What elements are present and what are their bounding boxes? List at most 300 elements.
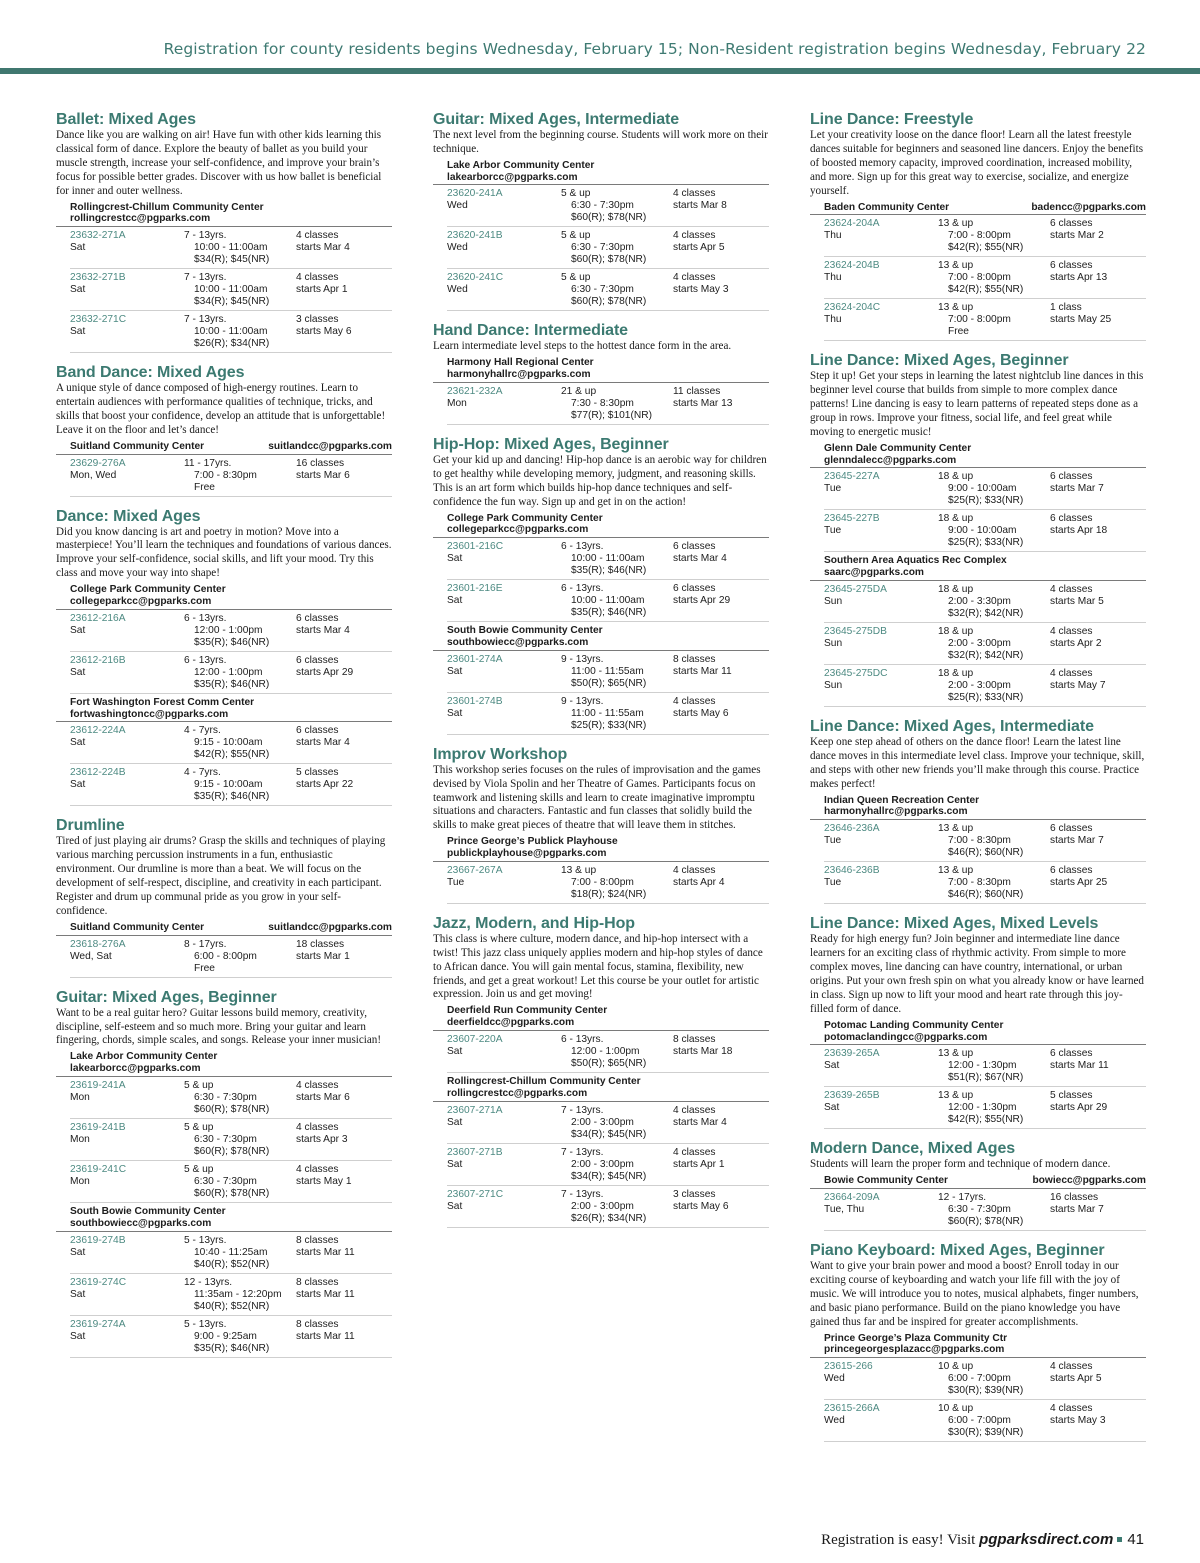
class-age: 13 & up <box>938 218 974 230</box>
course-title: Modern Dance, Mixed Ages <box>810 1140 1016 1158</box>
class-row <box>447 538 769 580</box>
location-email[interactable]: rollingcrestcc@pgparks.com <box>447 1087 588 1099</box>
class-count: 6 classes <box>1050 471 1093 483</box>
class-time: 6:30 - 7:30pm <box>571 200 634 212</box>
class-start-date: starts Apr 1 <box>296 284 348 296</box>
class-count: 6 classes <box>296 654 339 666</box>
class-time: 6:30 - 7:30pm <box>194 1091 257 1103</box>
class-fee: $60(R); $78(NR) <box>194 1103 270 1115</box>
class-days: Wed <box>824 1415 845 1427</box>
location-email[interactable]: deerfieldcc@pgparks.com <box>447 1017 575 1029</box>
class-days: Sat <box>70 1246 86 1258</box>
class-age: 6 - 13yrs. <box>561 583 604 595</box>
class-age: 5 - 13yrs. <box>184 1318 227 1330</box>
class-time: 6:30 - 7:30pm <box>571 284 634 296</box>
class-time: 2:00 - 3:30pm <box>948 596 1011 608</box>
location-email[interactable]: suitlandcc@pgparks.com <box>268 440 392 452</box>
class-days: Sat <box>447 1116 463 1128</box>
page-header <box>0 0 1200 76</box>
class-age: 5 & up <box>561 272 591 284</box>
class-code[interactable]: 23619-274C <box>70 1276 127 1288</box>
class-code[interactable]: 23632-271B <box>70 272 126 284</box>
class-code[interactable]: 23639-265B <box>824 1090 880 1102</box>
class-start-date: starts Mar 11 <box>673 665 732 677</box>
location-email[interactable]: lakearborcc@pgparks.com <box>447 171 578 183</box>
class-fee: $60(R); $78(NR) <box>194 1145 270 1157</box>
class-count: 5 classes <box>1050 1090 1093 1102</box>
class-fee: $42(R); $55(NR) <box>948 1114 1024 1126</box>
location-name: South Bowie Community Center <box>70 1205 226 1217</box>
course-section <box>810 110 1146 341</box>
course-description: Ready for high energy fun? Join beginner and intermediate line dance learners for an exciting class of rhythmic activity. From simple to more complex moves, line dancing can have country, international, or urban origins. Put your own fresh spin on what you already know or have learned in class. Sign up now to lift your mood and heart rate through this joy-filled form of dance. <box>810 933 1144 1015</box>
class-days: Sat <box>70 326 86 338</box>
footer-prefix: Registration is easy! Visit <box>821 1532 980 1548</box>
class-count: 3 classes <box>296 314 339 326</box>
class-count: 4 classes <box>1050 584 1093 596</box>
class-code[interactable]: 23612-216A <box>70 612 126 624</box>
class-fee: $60(R); $78(NR) <box>571 254 647 266</box>
class-time: 9:15 - 10:00am <box>194 737 263 749</box>
class-days: Wed <box>824 1373 845 1385</box>
class-start-date: starts May 7 <box>1050 680 1106 692</box>
class-fee: $35(R); $46(NR) <box>194 791 270 803</box>
location-header <box>433 513 769 539</box>
page-footer <box>821 1531 1144 1549</box>
class-fee: $42(R); $55(NR) <box>948 242 1024 254</box>
location-name: College Park Community Center <box>70 584 226 596</box>
class-code[interactable]: 23619-274A <box>70 1318 126 1330</box>
class-code[interactable]: 23618-276A <box>70 938 126 950</box>
class-code[interactable]: 23619-274B <box>70 1234 126 1246</box>
course-description: Want to give your brain power and mood a boost? Enroll today in our exciting course of keyboarding and watch your life fill with the joy of music. We will introduce you to notes, musical alphabets, finger numbers, and basic piano performance. Build on the piano knowledge you have gained thus far and be inspired for greater accomplishments. <box>810 1260 1139 1328</box>
class-count: 4 classes <box>296 1079 339 1091</box>
course-description: The next level from the beginning course. Students will work more on their technique. <box>433 129 768 155</box>
class-row <box>447 1144 769 1186</box>
course-title: Hand Dance: Intermediate <box>433 322 628 340</box>
class-time: 7:00 - 8:30pm <box>948 877 1011 889</box>
class-start-date: starts Apr 5 <box>673 242 725 254</box>
location-header <box>810 1333 1146 1359</box>
location-header <box>56 202 392 228</box>
class-time: 7:00 - 8:30pm <box>194 469 257 481</box>
class-fee: $30(R); $39(NR) <box>948 1385 1024 1397</box>
class-start-date: starts Mar 4 <box>673 1116 727 1128</box>
class-code[interactable]: 23619-241A <box>70 1079 126 1091</box>
class-code[interactable]: 23619-241C <box>70 1163 127 1175</box>
location-email[interactable]: publickplayhouse@pgparks.com <box>447 848 607 860</box>
class-code[interactable]: 23601-216C <box>447 541 504 553</box>
class-time: 6:30 - 7:30pm <box>571 242 634 254</box>
course-title: Dance: Mixed Ages <box>56 507 201 525</box>
class-row <box>447 269 769 311</box>
class-fee: $40(R); $52(NR) <box>194 1258 270 1270</box>
class-count: 4 classes <box>673 230 716 242</box>
class-start-date: starts Apr 13 <box>1050 272 1108 284</box>
class-row <box>447 651 769 693</box>
location-email[interactable]: suitlandcc@pgparks.com <box>268 921 392 933</box>
class-fee: $60(R); $78(NR) <box>194 1187 270 1199</box>
class-code[interactable]: 23601-274B <box>447 695 503 707</box>
class-days: Mon <box>70 1175 90 1187</box>
location-email[interactable]: lakearborcc@pgparks.com <box>70 1063 201 1075</box>
class-age: 13 & up <box>938 823 974 835</box>
class-code[interactable]: 23620-241B <box>447 230 503 242</box>
class-start-date: starts Mar 18 <box>673 1045 733 1057</box>
class-code[interactable]: 23621-232A <box>447 385 503 397</box>
course-title: Hip-Hop: Mixed Ages, Beginner <box>433 435 669 453</box>
course-section <box>810 717 1146 904</box>
class-age: 6 - 13yrs. <box>561 1033 604 1045</box>
class-start-date: starts Mar 8 <box>673 200 727 212</box>
class-start-date: starts Apr 3 <box>296 1133 348 1145</box>
location-name: Potomac Landing Community Center <box>824 1019 1004 1031</box>
class-code[interactable]: 23632-271A <box>70 230 126 242</box>
class-days: Sat <box>70 1288 86 1300</box>
class-start-date: starts Mar 4 <box>296 737 350 749</box>
class-code[interactable]: 23645-227B <box>824 513 880 525</box>
class-age: 5 & up <box>184 1121 214 1133</box>
location-header <box>810 555 1146 581</box>
column-middle <box>433 110 769 1238</box>
class-start-date: starts Apr 4 <box>673 876 725 888</box>
course-description: A unique style of dance composed of high-energy routines. Learn to entertain audiences with performance qualities of technique, tricks, and skills that boost your confidence, develop an attitude that is unforgettable! Leave it on the floor and let’s dance! <box>56 382 386 436</box>
class-count: 6 classes <box>1050 513 1093 525</box>
class-days: Thu <box>824 230 842 242</box>
class-row <box>824 623 1146 665</box>
class-count: 1 class <box>1050 302 1082 314</box>
course-section <box>433 745 769 904</box>
location-email[interactable]: bowiecc@pgparks.com <box>1032 1175 1146 1187</box>
class-age: 12 - 13yrs. <box>184 1276 233 1288</box>
class-fee: $35(R); $46(NR) <box>194 1342 270 1354</box>
class-age: 6 - 13yrs. <box>184 654 227 666</box>
location-email[interactable]: potomaclandingcc@pgparks.com <box>824 1031 988 1043</box>
location-name: Prince George’s Plaza Community Ctr <box>824 1332 1008 1344</box>
class-start-date: starts May 3 <box>673 284 729 296</box>
class-start-date: starts Mar 2 <box>1050 230 1104 242</box>
class-code[interactable]: 23607-220A <box>447 1033 503 1045</box>
location-name: Bowie Community Center <box>824 1175 948 1187</box>
location-email[interactable]: southbowiecc@pgparks.com <box>447 636 589 648</box>
class-days: Sat <box>447 595 463 607</box>
class-count: 4 classes <box>296 1163 339 1175</box>
class-time: 12:00 - 1:00pm <box>194 624 263 636</box>
class-days: Tue <box>824 483 842 495</box>
class-time: 6:00 - 7:00pm <box>948 1415 1011 1427</box>
location-name: Indian Queen Recreation Center <box>824 794 980 806</box>
column-right <box>810 110 1146 1452</box>
class-days: Sat <box>70 1330 86 1342</box>
class-time: 7:00 - 8:00pm <box>948 272 1011 284</box>
location-header <box>56 584 392 610</box>
class-fee: $34(R); $45(NR) <box>194 296 270 308</box>
class-time: 6:30 - 7:30pm <box>948 1204 1011 1215</box>
class-age: 10 & up <box>938 1403 974 1415</box>
class-age: 13 & up <box>938 1090 974 1102</box>
class-fee: $42(R); $55(NR) <box>194 749 270 761</box>
class-age: 5 - 13yrs. <box>184 1234 227 1246</box>
course-section <box>56 507 392 807</box>
class-fee: $25(R); $33(NR) <box>948 692 1024 704</box>
class-code[interactable]: 23612-224B <box>70 767 126 779</box>
class-code[interactable]: 23624-204C <box>824 302 881 314</box>
class-code[interactable]: 23607-271B <box>447 1146 503 1158</box>
class-code[interactable]: 23632-271C <box>70 314 127 326</box>
class-code[interactable]: 23646-236A <box>824 823 880 835</box>
class-code[interactable]: 23646-236B <box>824 865 880 877</box>
class-time: 9:00 - 10:00am <box>948 525 1017 537</box>
class-age: 5 & up <box>184 1163 214 1175</box>
class-fee: $26(R); $34(NR) <box>194 338 270 350</box>
class-start-date: starts May 1 <box>296 1175 352 1187</box>
class-code[interactable]: 23601-274A <box>447 653 503 665</box>
class-row <box>70 1274 392 1316</box>
class-code[interactable]: 23645-275DA <box>824 584 887 596</box>
location-header <box>433 1005 769 1031</box>
class-row <box>447 862 769 904</box>
course-section <box>433 321 769 425</box>
class-days: Thu <box>824 314 842 326</box>
class-time: 6:30 - 7:30pm <box>194 1175 257 1187</box>
location-header <box>810 1020 1146 1046</box>
class-age: 7 - 13yrs. <box>561 1146 604 1158</box>
class-row <box>447 227 769 269</box>
location-email[interactable]: princegeorgesplazacc@pgparks.com <box>824 1344 1005 1356</box>
class-start-date: starts Mar 1 <box>296 950 350 962</box>
class-fee: $60(R); $78(NR) <box>571 212 647 224</box>
class-code[interactable]: 23645-275DC <box>824 668 888 680</box>
class-fee: $77(R); $101(NR) <box>571 409 652 421</box>
class-row <box>447 693 769 735</box>
class-days: Wed, Sat <box>70 950 112 962</box>
class-age: 7 - 13yrs. <box>561 1104 604 1116</box>
class-count: 8 classes <box>673 653 716 665</box>
location-header <box>433 836 769 862</box>
class-row <box>824 299 1146 341</box>
class-age: 13 & up <box>938 865 974 877</box>
class-start-date: starts Mar 11 <box>296 1288 355 1300</box>
class-code[interactable]: 23601-216E <box>447 583 503 595</box>
class-count: 8 classes <box>296 1276 339 1288</box>
class-start-date: starts Mar 11 <box>296 1330 355 1342</box>
class-code[interactable]: 23645-275DB <box>824 626 887 638</box>
class-count: 8 classes <box>296 1318 339 1330</box>
class-age: 5 & up <box>184 1079 214 1091</box>
location-name: Deerfield Run Community Center <box>447 1005 608 1017</box>
class-days: Sat <box>447 553 463 565</box>
class-fee: $60(R); $78(NR) <box>948 1216 1024 1227</box>
header-divider <box>0 68 1200 74</box>
class-days: Sun <box>824 638 843 650</box>
class-start-date: starts May 6 <box>673 1200 729 1212</box>
class-count: 4 classes <box>1050 1403 1093 1415</box>
class-code[interactable]: 23615-266A <box>824 1403 880 1415</box>
class-code[interactable]: 23612-216B <box>70 654 126 666</box>
class-start-date: starts Apr 5 <box>1050 1373 1102 1385</box>
class-days: Mon <box>70 1133 90 1145</box>
class-row <box>447 383 769 425</box>
location-email[interactable]: badencc@pgparks.com <box>1031 201 1146 213</box>
page-number: 41 <box>1127 1531 1144 1548</box>
class-code[interactable]: 23619-241B <box>70 1121 126 1133</box>
class-time: 9:00 - 10:00am <box>948 483 1017 495</box>
location-email[interactable]: fortwashingtoncc@pgparks.com <box>70 708 229 720</box>
class-code[interactable]: 23624-204A <box>824 218 880 230</box>
location-email[interactable]: glenndalecc@pgparks.com <box>824 454 957 466</box>
class-row <box>447 1186 769 1228</box>
class-count: 5 classes <box>296 767 339 779</box>
class-days: Sat <box>70 737 86 749</box>
location-header <box>810 202 1146 216</box>
class-count: 6 classes <box>673 541 716 553</box>
class-row <box>824 468 1146 510</box>
class-age: 18 & up <box>938 626 974 638</box>
class-days: Wed <box>447 284 468 296</box>
location-name: Baden Community Center <box>824 201 950 213</box>
location-header <box>433 1076 769 1102</box>
location-name: Harmony Hall Regional Center <box>447 357 594 369</box>
class-days: Sun <box>824 680 843 692</box>
class-count: 8 classes <box>673 1033 716 1045</box>
class-time: 10:00 - 11:00am <box>194 242 268 254</box>
class-days: Mon <box>447 397 467 409</box>
course-section <box>433 110 769 311</box>
class-count: 8 classes <box>296 1234 339 1246</box>
class-row <box>447 1102 769 1144</box>
location-name: Lake Arbor Community Center <box>70 1051 218 1063</box>
class-row <box>824 257 1146 299</box>
location-email[interactable]: harmonyhallrc@pgparks.com <box>824 806 968 818</box>
class-start-date: starts Mar 6 <box>296 469 350 481</box>
location-email[interactable]: southbowiecc@pgparks.com <box>70 1217 212 1229</box>
class-start-date: starts Mar 7 <box>1050 483 1104 495</box>
class-row <box>824 581 1146 623</box>
class-time: 2:00 - 3:00pm <box>948 680 1011 692</box>
class-row <box>70 1232 392 1274</box>
class-code[interactable]: 23667-267A <box>447 864 503 876</box>
class-count: 16 classes <box>296 457 345 469</box>
class-start-date: starts May 3 <box>1050 1415 1106 1427</box>
location-email[interactable]: harmonyhallrc@pgparks.com <box>447 369 591 381</box>
class-time: 6:00 - 8:00pm <box>194 950 257 962</box>
location-header <box>56 441 392 455</box>
class-row <box>824 862 1146 904</box>
class-count: 4 classes <box>296 230 339 242</box>
location-email[interactable]: collegeparkcc@pgparks.com <box>447 524 589 536</box>
class-age: 13 & up <box>938 260 974 272</box>
location-header <box>56 1206 392 1232</box>
class-code[interactable]: 23607-271C <box>447 1188 504 1200</box>
course-description: Did you know dancing is art and poetry in motion? Move into a masterpiece! You’ll learn the techniques and foundations of various dances. Improve your self-confidence, social skills, and lift your mood. Try this class and move your way into shape! <box>56 525 392 580</box>
course-description: Students will learn the proper form and technique of modern dance. <box>810 1158 1111 1171</box>
class-code[interactable]: 23639-265A <box>824 1048 880 1060</box>
class-time: 2:00 - 3:00pm <box>571 1200 634 1212</box>
class-days: Tue <box>824 525 842 537</box>
class-fee: $46(R); $60(NR) <box>948 889 1024 901</box>
class-age: 12 - 17yrs. <box>938 1192 987 1203</box>
location-name: College Park Community Center <box>447 512 603 524</box>
class-age: 7 - 13yrs. <box>184 314 227 326</box>
class-code[interactable]: 23620-241C <box>447 272 504 284</box>
course-section <box>810 1139 1146 1231</box>
class-count: 4 classes <box>1050 1361 1093 1373</box>
location-email[interactable]: collegeparkcc@pgparks.com <box>70 595 212 607</box>
class-count: 6 classes <box>296 612 339 624</box>
class-days: Tue <box>824 835 842 847</box>
class-row <box>824 820 1146 862</box>
class-start-date: starts Mar 4 <box>296 624 350 636</box>
class-days: Wed <box>447 242 468 254</box>
class-row <box>70 269 392 311</box>
class-code[interactable]: 23607-271A <box>447 1104 503 1116</box>
class-count: 11 classes <box>673 385 721 397</box>
class-age: 5 & up <box>561 188 591 200</box>
course-section <box>56 816 392 977</box>
class-start-date: starts Apr 29 <box>296 666 354 678</box>
class-days: Tue, Thu <box>824 1204 865 1215</box>
class-days: Sat <box>824 1102 840 1114</box>
location-header <box>56 697 392 723</box>
class-code[interactable]: 23615-266 <box>824 1361 873 1373</box>
class-code[interactable]: 23664-209A <box>824 1192 880 1203</box>
class-fee: $34(R); $45(NR) <box>571 1128 647 1140</box>
course-title: Piano Keyboard: Mixed Ages, Beginner <box>810 1242 1105 1259</box>
location-email[interactable]: saarc@pgparks.com <box>824 567 924 579</box>
footer-site-link[interactable]: pgparksdirect.com <box>979 1531 1114 1548</box>
class-fee: $35(R); $46(NR) <box>194 636 270 648</box>
location-name: Glenn Dale Community Center <box>824 442 972 454</box>
class-days: Sat <box>447 707 463 719</box>
class-count: 6 classes <box>673 583 716 595</box>
class-code[interactable]: 23620-241A <box>447 188 503 200</box>
class-fee: $32(R); $42(NR) <box>948 650 1024 662</box>
class-time: 7:00 - 8:00pm <box>948 230 1011 242</box>
location-header <box>56 1051 392 1077</box>
class-count: 4 classes <box>673 1104 716 1116</box>
location-header <box>433 625 769 651</box>
class-age: 13 & up <box>938 302 974 314</box>
course-description: Let your creativity loose on the dance floor! Learn all the latest freestyle dances suitable for beginners and seasoned line dancers. Enjoy the benefits of boosted memory capacity, improved coordination, increased mobility, and more. Sign up for this great way to exercise, socialize, and energize yourself. <box>810 129 1144 197</box>
class-row <box>70 722 392 764</box>
class-row <box>824 665 1146 707</box>
location-name: Suitland Community Center <box>70 440 205 452</box>
class-start-date: starts Apr 2 <box>1050 638 1102 650</box>
course-description: Want to be a real guitar hero? Guitar lessons build memory, creativity, discipline, self-esteem and so much more. Bring your guitar and learn fingering, chords, simple scales, and songs. Release your inner musician! <box>56 1006 382 1047</box>
location-email[interactable]: rollingcrestcc@pgparks.com <box>70 213 211 225</box>
class-row <box>70 311 392 353</box>
class-row <box>70 1119 392 1161</box>
class-time: 11:00 - 11:55am <box>571 707 644 719</box>
class-days: Sat <box>70 779 86 791</box>
class-age: 8 - 17yrs. <box>184 938 227 950</box>
course-description: This class is where culture, modern dance, and hip-hop intersect with a twist! This jazz class uniquely applies modern and hip-hop styles of dance to African dance. You will gain mental focus, stamina, flexibility, new friends, and get a great workout! Let this course be your outlet for artistic expression. Join us and get moving! <box>433 932 763 1001</box>
class-code[interactable]: 23645-227A <box>824 471 880 483</box>
class-start-date: starts Apr 22 <box>296 779 354 791</box>
class-days: Wed <box>447 200 468 212</box>
location-name: Fort Washington Forest Comm Center <box>70 696 255 708</box>
course-title: Drumline <box>56 817 125 835</box>
class-code[interactable]: 23612-224A <box>70 725 126 737</box>
course-section <box>56 363 392 496</box>
class-time: 10:40 - 11:25am <box>194 1246 268 1258</box>
class-time: 12:00 - 1:00pm <box>194 666 263 678</box>
course-title: Line Dance: Mixed Ages, Mixed Levels <box>810 915 1099 933</box>
class-time: 9:00 - 9:25am <box>194 1330 257 1342</box>
class-code[interactable]: 23624-204B <box>824 260 880 272</box>
class-code[interactable]: 23629-276A <box>70 457 126 469</box>
class-age: 4 - 7yrs. <box>184 767 221 779</box>
location-header <box>810 443 1146 469</box>
